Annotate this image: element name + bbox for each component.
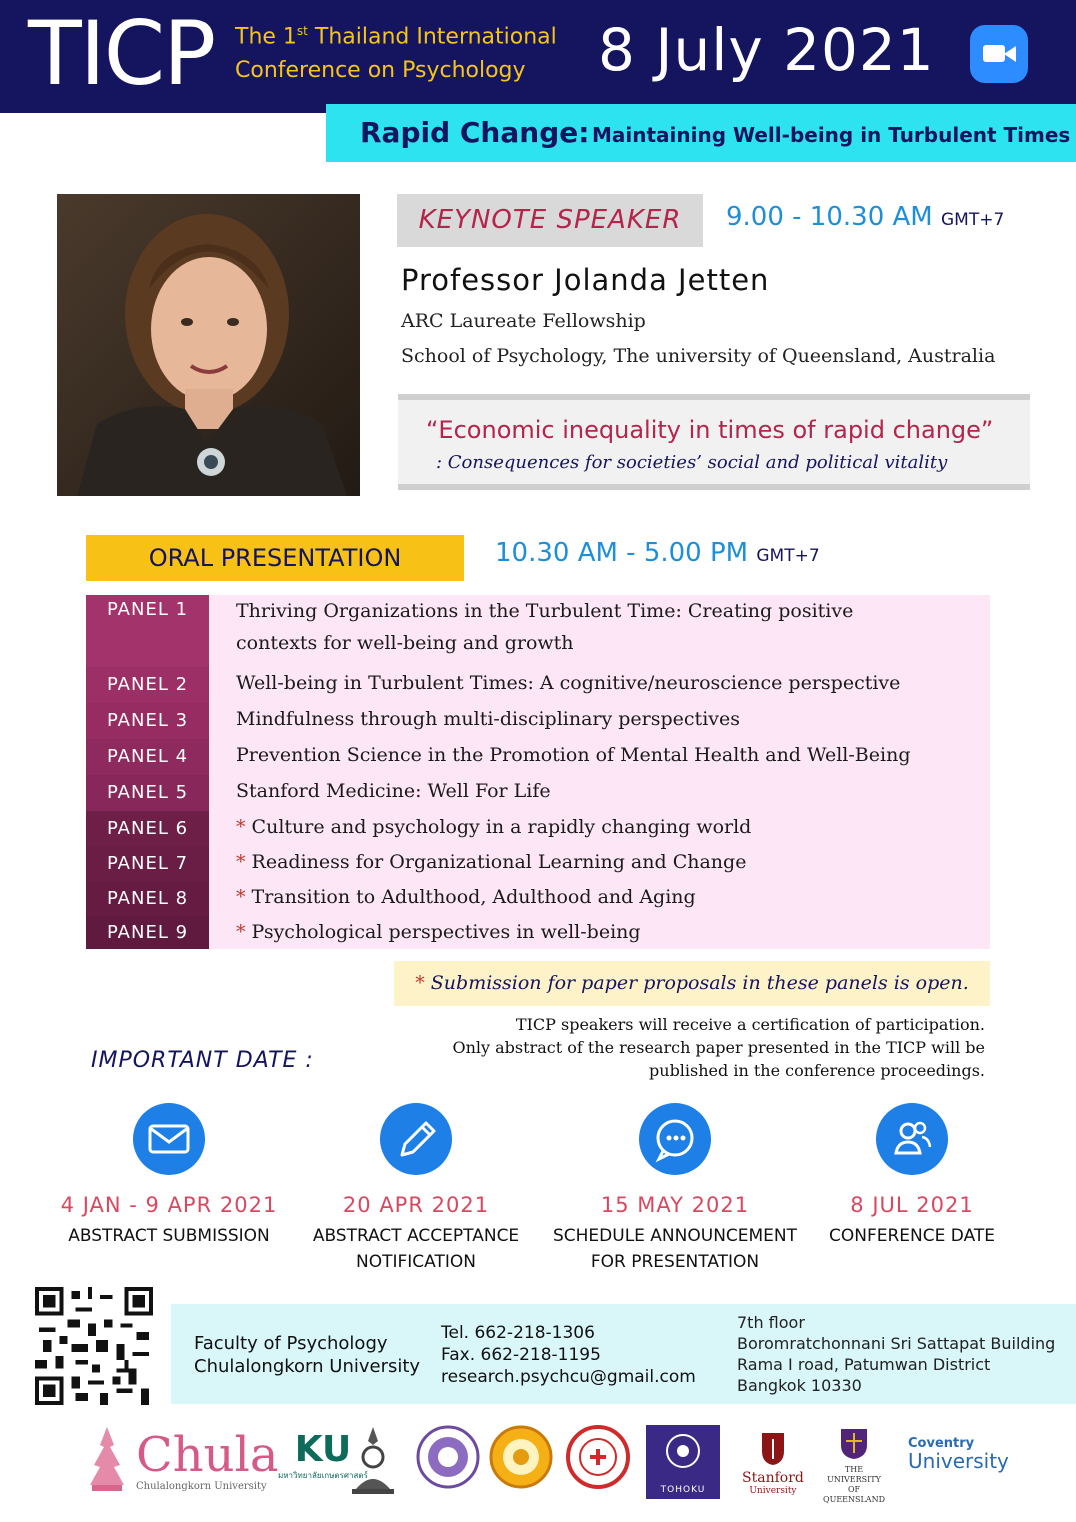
- zoom-icon: [970, 25, 1028, 83]
- panel-title: * Culture and psychology in a rapidly changing world: [236, 816, 752, 838]
- panel-title: * Readiness for Organizational Learning and Change: [236, 851, 747, 873]
- panel-title: Prevention Science in the Promotion of Mental Health and Well-Being: [236, 744, 911, 766]
- panel-title: Well-being in Turbulent Times: A cognitive/neuroscience perspective: [236, 672, 901, 694]
- mail-icon: [133, 1103, 205, 1175]
- speaker-name: Professor Jolanda Jetten: [401, 263, 770, 297]
- contact-phones: [441, 1322, 696, 1388]
- panel-row: [86, 703, 990, 739]
- date-value: 4 JAN - 9 APR 2021: [60, 1193, 278, 1217]
- speaker-photo: [57, 194, 360, 496]
- panel-list: [86, 595, 990, 949]
- tohoku-logo: TOHOKU: [646, 1425, 720, 1499]
- qr-code[interactable]: [35, 1287, 153, 1405]
- submission-note: * Submission for paper proposals in these panels is open.: [394, 961, 990, 1006]
- address: 7th floor Boromratchonnani Sri Sattapat Building Rama I road, Patumwan District Bangkok 10330: [737, 1313, 1056, 1395]
- panel-row: [86, 595, 990, 667]
- speaker-fellowship: ARC Laureate Fellowship: [401, 310, 646, 332]
- panel-row: [86, 881, 990, 916]
- uq-logo: THE UNIVERSITY OF QUEENSLAND: [818, 1427, 890, 1505]
- date-value: 8 JUL 2021: [850, 1193, 974, 1217]
- panel-tag: PANEL 9: [86, 916, 209, 949]
- panel-title: Thriving Organizations in the Turbulent Time: Creating positive contexts for well-being and growth: [236, 600, 854, 654]
- speaker-affiliation: School of Psychology, The university of Queensland, Australia: [401, 345, 996, 367]
- panel-title: * Psychological perspectives in well-being: [236, 921, 641, 943]
- faculty-name: Faculty of Psychology Chulalongkorn University: [194, 1333, 421, 1377]
- date-label: SCHEDULE ANNOUNCEMENT FOR PRESENTATION: [552, 1226, 798, 1272]
- talk-title: “Economic inequality in times of rapid change”: [426, 416, 994, 444]
- panel-row: [86, 775, 990, 811]
- date-label: ABSTRACT ACCEPTANCE NOTIFICATION: [312, 1226, 520, 1272]
- conference-name: The 1st Thailand International Conference on Psychology: [235, 24, 557, 84]
- ku-logo: KU มหาวิทยาลัยเกษตรศาสตร์: [278, 1429, 368, 1480]
- chula-emblem-icon: [86, 1425, 128, 1495]
- seal-red-icon: [566, 1425, 630, 1489]
- oral-time: 10.30 AM - 5.00 PM GMT+7: [495, 538, 820, 568]
- seal-purple-icon: [416, 1425, 480, 1489]
- keynote-label: KEYNOTE SPEAKER: [397, 194, 703, 247]
- people-icon: [876, 1103, 948, 1175]
- panel-row: [86, 916, 990, 949]
- ticp-logo: TICP: [28, 2, 215, 105]
- email-link[interactable]: research.psychcu@gmail.com: [441, 1367, 696, 1387]
- panel-title: Stanford Medicine: Well For Life: [236, 780, 551, 802]
- important-date-heading: IMPORTANT DATE :: [91, 1048, 314, 1073]
- conference-date: 8 July 2021: [598, 16, 935, 84]
- date-value: 15 MAY 2021: [600, 1193, 750, 1217]
- theme-banner: [326, 104, 1076, 162]
- panel-tag: PANEL 8: [86, 881, 209, 916]
- panel-row: [86, 667, 990, 703]
- panel-tag: PANEL 2: [86, 667, 209, 703]
- panel-title: * Transition to Adulthood, Adulthood and Aging: [236, 886, 696, 908]
- fax: Fax. 662-218-1195: [441, 1345, 601, 1365]
- mahidol-emblem-icon: [346, 1425, 400, 1497]
- theme-title: Rapid Change:: [360, 116, 590, 149]
- chat-icon: [639, 1103, 711, 1175]
- panel-tag: PANEL 3: [86, 703, 209, 739]
- panel-row: [86, 846, 990, 881]
- panel-tag: PANEL 5: [86, 775, 209, 811]
- tel: Tel. 662-218-1306: [441, 1323, 595, 1343]
- contact-bar: [171, 1304, 1076, 1404]
- date-value: 20 APR 2021: [342, 1193, 490, 1217]
- theme-subtitle: Maintaining Well-being in Turbulent Times: [592, 123, 1071, 147]
- chula-logo: Chula Chulalongkorn University: [136, 1427, 279, 1492]
- partner-logos: [80, 1425, 1020, 1505]
- panel-row: [86, 811, 990, 846]
- oral-presentation-label: ORAL PRESENTATION: [86, 535, 464, 581]
- panel-tag: PANEL 7: [86, 846, 209, 881]
- panel-tag: PANEL 6: [86, 811, 209, 846]
- panel-tag: PANEL 4: [86, 739, 209, 775]
- seal-gold-icon: [489, 1425, 553, 1489]
- panel-title: Mindfulness through multi-disciplinary perspectives: [236, 708, 741, 730]
- header-banner: [0, 0, 1076, 113]
- stanford-logo: Stanford University: [742, 1431, 804, 1496]
- keynote-time: 9.00 - 10.30 AM GMT+7: [726, 202, 1005, 232]
- coventry-logo: Coventry University: [908, 1436, 1009, 1473]
- certification-note: TICP speakers will receive a certification of participation. Only abstract of the research paper presented in the TICP will be published in the conference proceedings.: [452, 1015, 985, 1080]
- panel-tag: PANEL 1: [86, 595, 209, 667]
- panel-row: [86, 739, 990, 775]
- keynote-talk-box: [398, 394, 1030, 490]
- date-label: ABSTRACT SUBMISSION: [68, 1226, 270, 1246]
- talk-subtitle: : Consequences for societies’ social and political vitality: [436, 452, 948, 473]
- date-label: CONFERENCE DATE: [829, 1226, 995, 1246]
- pencil-icon: [380, 1103, 452, 1175]
